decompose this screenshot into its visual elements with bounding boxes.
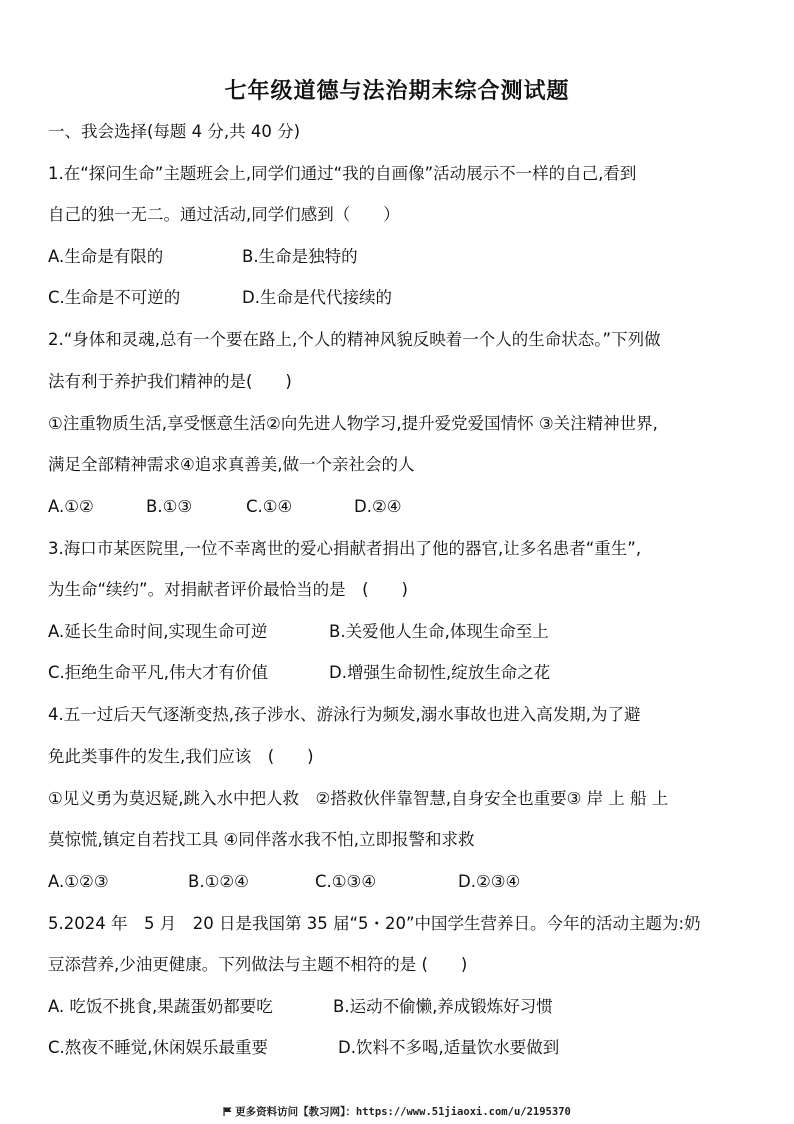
question-5-option-c: C.熬夜不睡觉,休闲娱乐最重要 [48, 1038, 269, 1057]
question-1-option-a: A.生命是有限的 [48, 247, 164, 266]
question-5-line-2: 豆添营养,少油更健康。下列做法与主题不相符的是 ( ) [48, 955, 468, 974]
question-4-option-a: A.①②③ [48, 872, 109, 891]
question-3-line-2: 为生命“续约”。对捐献者评价最恰当的是 ( ) [48, 580, 408, 599]
question-1-option-d: D.生命是代代接续的 [242, 288, 392, 307]
question-2-option-c: C.①④ [246, 497, 293, 516]
question-2-line-1: 2.“身体和灵魂,总有一个要在路上,个人的精神风貌反映着一个人的生命状态。”下列做 [48, 330, 661, 349]
question-4-line-1: 4.五一过后天气逐渐变热,孩子涉水、游泳行为频发,溺水事故也进入高发期,为了避 [48, 705, 641, 724]
question-2-line-3: ①注重物质生活,享受惬意生活②向先进人物学习,提升爱党爱国情怀 ③关注精神世界, [48, 414, 658, 433]
question-1-option-c: C.生命是不可逆的 [48, 288, 181, 307]
flag-icon [223, 1107, 232, 1116]
question-3-option-a: A.延长生命时间,实现生命可逆 [48, 622, 268, 641]
question-1-line-1: 1.在“探问生命”主题班会上,同学们通过“我的自画像”活动展示不一样的自己,看到 [48, 164, 637, 183]
question-5-option-a: A. 吃饭不挑食,果蔬蛋奶都要吃 [48, 997, 273, 1016]
question-2-line-2: 法有利于养护我们精神的是( ) [48, 372, 292, 391]
question-4-line-2: 免此类事件的发生,我们应该 ( ) [48, 747, 314, 766]
footer-text: 更多资料访问【教习网】：https://www.51jiaoxi.com/u/2195370 [235, 1106, 571, 1118]
question-5-option-d: D.饮料不多喝,适量饮水要做到 [338, 1038, 560, 1057]
question-5-line-1: 5.2024 年 5 月 20 日是我国第 35 届“5・20”中国学生营养日。今年的活动主题为:奶 [48, 914, 701, 933]
question-1-line-2: 自己的独一无二。通过活动,同学们感到（ ） [48, 205, 400, 224]
footer-link[interactable] [0, 1104, 794, 1119]
question-2-line-4: 满足全部精神需求④追求真善美,做一个亲社会的人 [48, 455, 415, 474]
question-2-option-a: A.①② [48, 497, 94, 516]
question-4-option-c: C.①③④ [315, 872, 377, 891]
question-2-option-b: B.①③ [146, 497, 193, 516]
question-5-option-b: B.运动不偷懒,养成锻炼好习惯 [333, 997, 553, 1016]
question-4-line-4: 莫惊慌,镇定自若找工具 ④同伴落水我不怕,立即报警和求救 [48, 830, 475, 849]
question-1-option-b: B.生命是独特的 [242, 247, 358, 266]
question-3-option-d: D.增强生命韧性,绽放生命之花 [329, 663, 551, 682]
question-3-option-c: C.拒绝生命平凡,伟大才有价值 [48, 663, 269, 682]
page-title: 七年级道德与法治期末综合测试题 [224, 79, 570, 104]
question-4-option-b: B.①②④ [188, 872, 249, 891]
question-4-line-3: ①见义勇为莫迟疑,跳入水中把人救 ②搭救伙伴靠智慧,自身安全也重要③ 岸 上 船 上 [48, 789, 669, 808]
section-heading: 一、我会选择(每题 4 分,共 40 分) [48, 122, 301, 141]
question-2-option-d: D.②④ [354, 497, 402, 516]
question-3-option-b: B.关爱他人生命,体现生命至上 [329, 622, 549, 641]
question-3-line-1: 3.海口市某医院里,一位不幸离世的爱心捐献者捐出了他的器官,让多名患者“重生”, [48, 539, 642, 558]
question-4-option-d: D.②③④ [458, 872, 521, 891]
